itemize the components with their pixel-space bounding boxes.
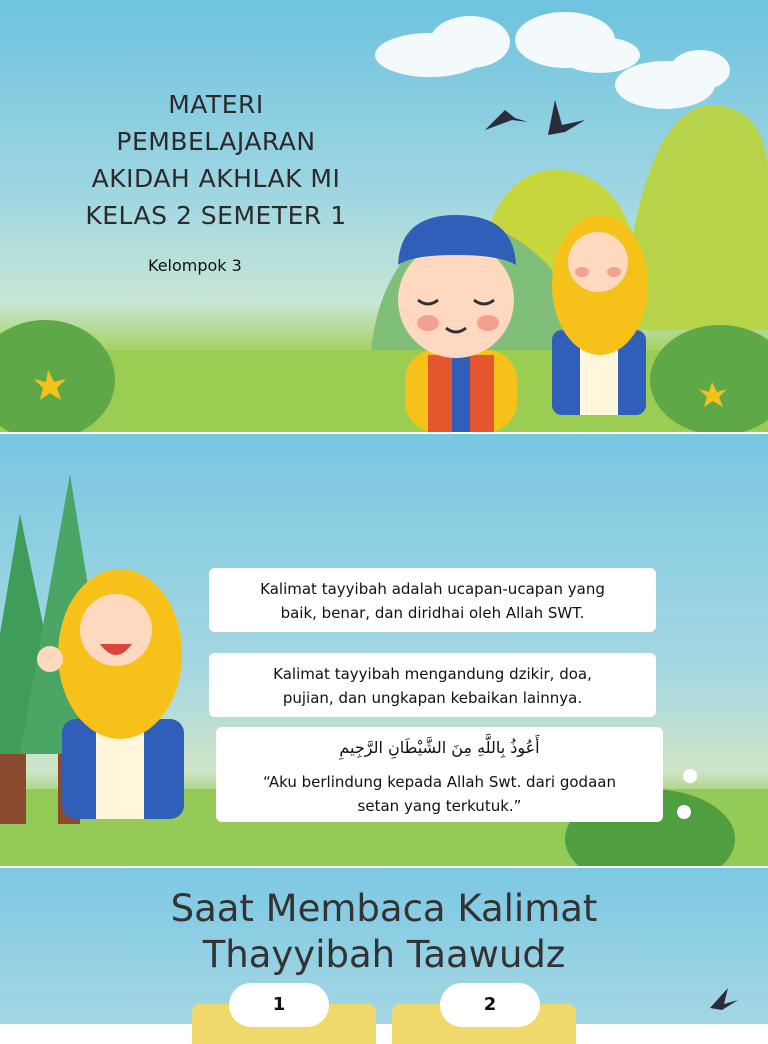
group-label: Kelompok 3 (148, 256, 242, 275)
card-text-line: pujian, dan ungkapan kebaikan lainnya. (282, 689, 583, 707)
card-text-line: Kalimat tayyibah adalah ucapan-ucapan yang (260, 580, 605, 598)
arabic-text: أَعُوذُ بِاللَّهِ مِنَ الشَّيْطَانِ الرَّجِيمِ (339, 738, 540, 757)
reading-title-line: Saat Membaca Kalimat (170, 887, 598, 930)
reading-title (120, 886, 648, 978)
content-card (209, 653, 656, 717)
flower-icon (683, 769, 697, 783)
cover-title-line: KELAS 2 SEMETER 1 (85, 201, 347, 230)
clouds (375, 12, 730, 109)
cover-title-line: MATERI (168, 90, 264, 119)
card-text-line: baik, benar, dan diridhai oleh Allah SWT. (280, 604, 585, 622)
bird-icon (485, 110, 528, 130)
cover-title-line: PEMBELAJARAN (116, 127, 316, 156)
cover-title-line: AKIDAH AKHLAK MI (91, 164, 341, 193)
bird-icon (548, 100, 585, 135)
translation-line: “Aku berlindung kepada Allah Swt. dari godaan (263, 773, 616, 791)
card-text-line: Kalimat tayyibah mengandung dzikir, doa, (273, 665, 592, 683)
bush-left (0, 320, 115, 432)
flower-icon (677, 805, 691, 819)
taawudz-card (216, 727, 663, 822)
bush-right (650, 325, 768, 432)
slide-cover (0, 0, 768, 432)
girl-character (552, 215, 648, 415)
step-number-badge: 2 (440, 983, 540, 1027)
boy-character (398, 215, 517, 432)
reading-title-line: Thayyibah Taawudz (202, 933, 566, 976)
step-number-badge: 1 (229, 983, 329, 1027)
definition-card (209, 568, 656, 632)
translation-line: setan yang terkutuk.” (357, 797, 522, 815)
cover-title (60, 86, 372, 234)
bird-icon (700, 986, 740, 1016)
